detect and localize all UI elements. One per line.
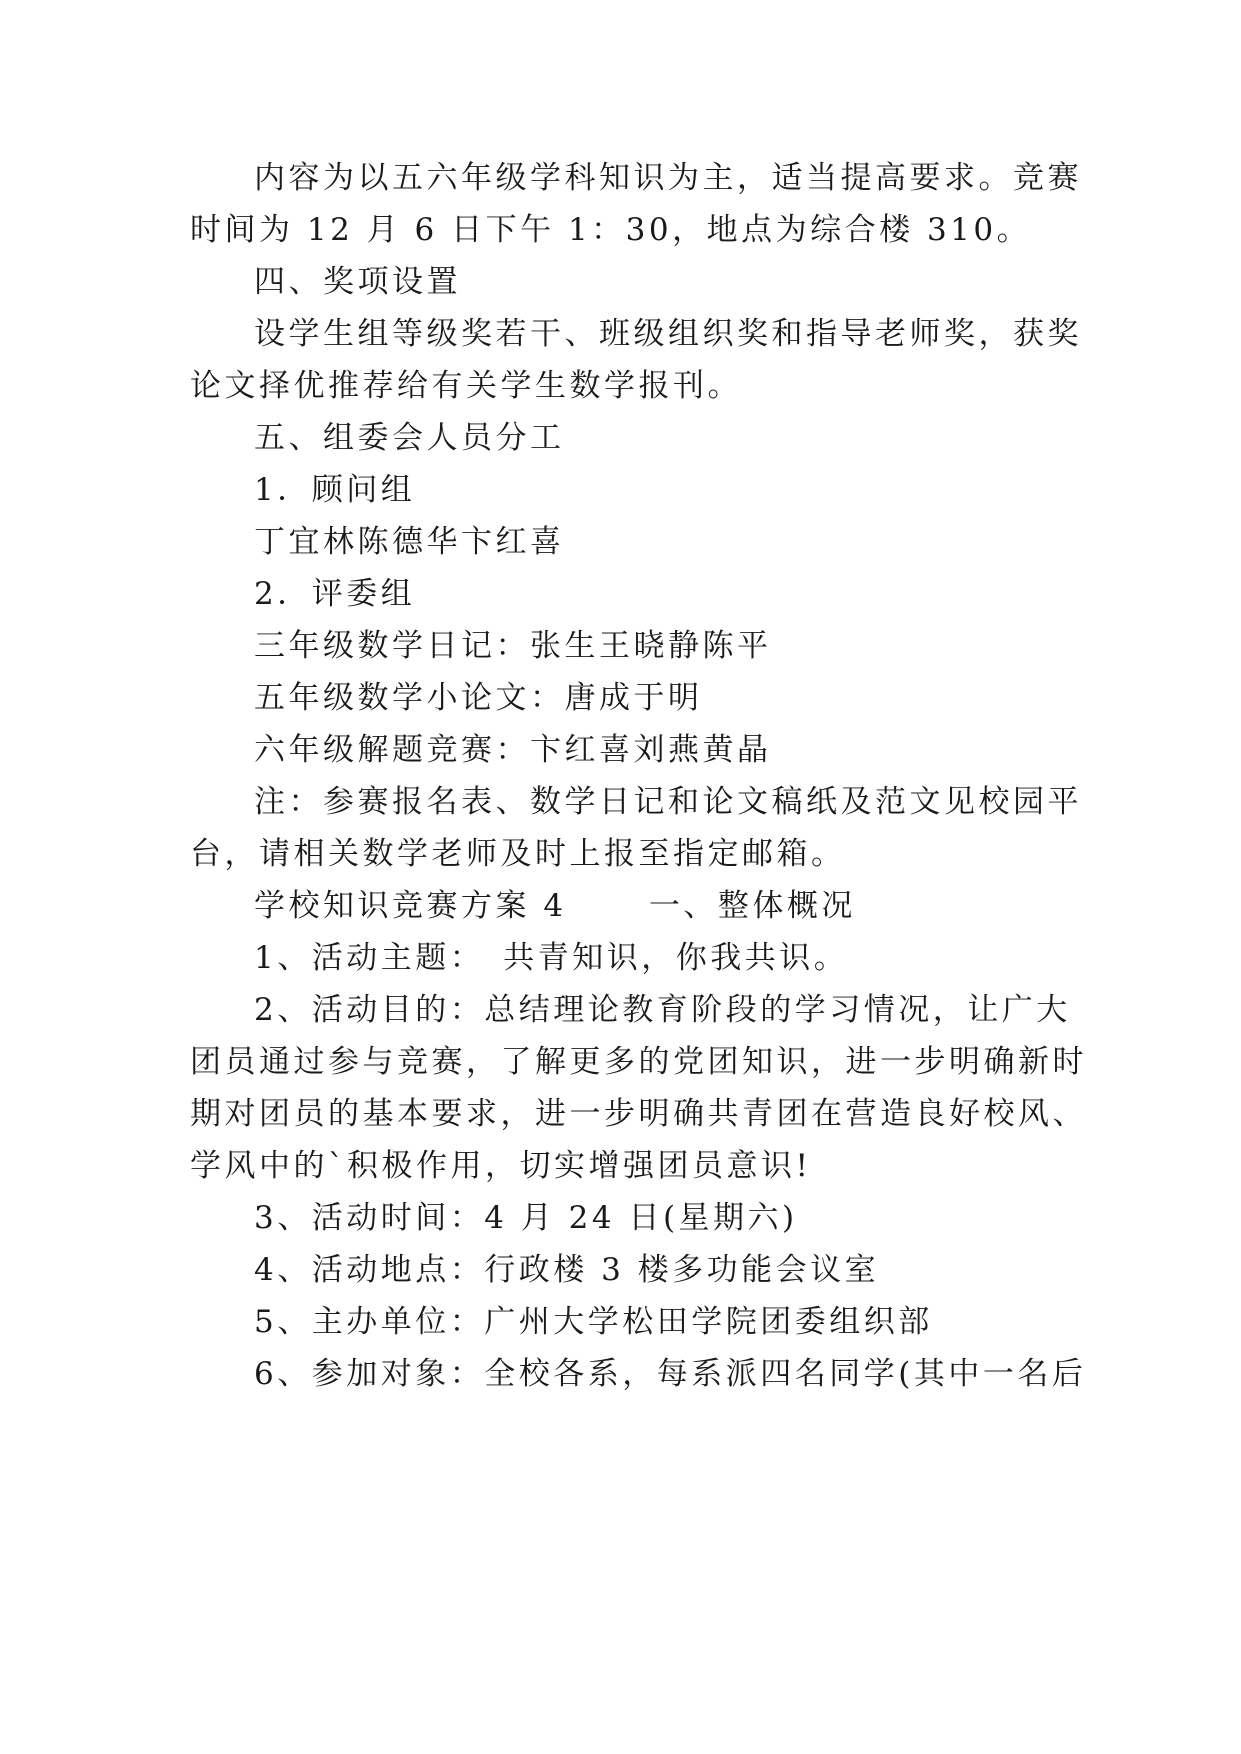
document-title-line: 学校知识竞赛方案 4 一、整体概况 [254,888,856,924]
subsection-heading: 2．评委组 [254,576,416,612]
paragraph-line: 6、参加对象：全校各系，每系派四名同学(其中一名后 [254,1356,1087,1392]
paragraph-line: 2、活动目的：总结理论教育阶段的学习情况，让广大 [254,992,1071,1028]
paragraph-line: 时间为 12 月 6 日下午 1：30，地点为综合楼 310。 [190,212,1032,248]
section-heading: 五、组委会人员分工 [254,420,565,456]
paragraph-line: 内容为以五六年级学科知识为主，适当提高要求。竞赛 [254,160,1082,196]
paragraph-line: 设学生组等级奖若干、班级组织奖和指导老师奖，获奖 [254,316,1082,352]
paragraph-line: 团员通过参与竞赛，了解更多的党团知识，进一步明确新时 [190,1044,1087,1080]
paragraph-line: 五年级数学小论文：唐成于明 [254,680,703,716]
paragraph-line: 学风中的`积极作用，切实增强团员意识! [190,1148,812,1184]
paragraph-line: 4、活动地点：行政楼 3 楼多功能会议室 [254,1252,880,1288]
note-line: 注：参赛报名表、数学日记和论文稿纸及范文见校园平 [254,784,1082,820]
paragraph-line: 5、主办单位：广州大学松田学院团委组织部 [254,1304,933,1340]
paragraph-line: 1、活动主题： 共青知识，你我共识。 [254,940,849,976]
paragraph-line: 3、活动时间：4 月 24 日(星期六) [254,1200,798,1236]
section-heading: 四、奖项设置 [254,264,461,300]
paragraph-line: 论文择优推荐给有关学生数学报刊。 [190,368,742,404]
paragraph-line: 期对团员的基本要求，进一步明确共青团在营造良好校风、 [190,1096,1087,1132]
paragraph-line: 丁宜林陈德华卞红喜 [254,524,565,560]
note-line: 台，请相关数学老师及时上报至指定邮箱。 [190,836,846,872]
paragraph-line: 三年级数学日记：张生王晓静陈平 [254,628,772,664]
subsection-heading: 1．顾问组 [254,472,416,508]
paragraph-line: 六年级解题竞赛：卞红喜刘燕黄晶 [254,732,772,768]
